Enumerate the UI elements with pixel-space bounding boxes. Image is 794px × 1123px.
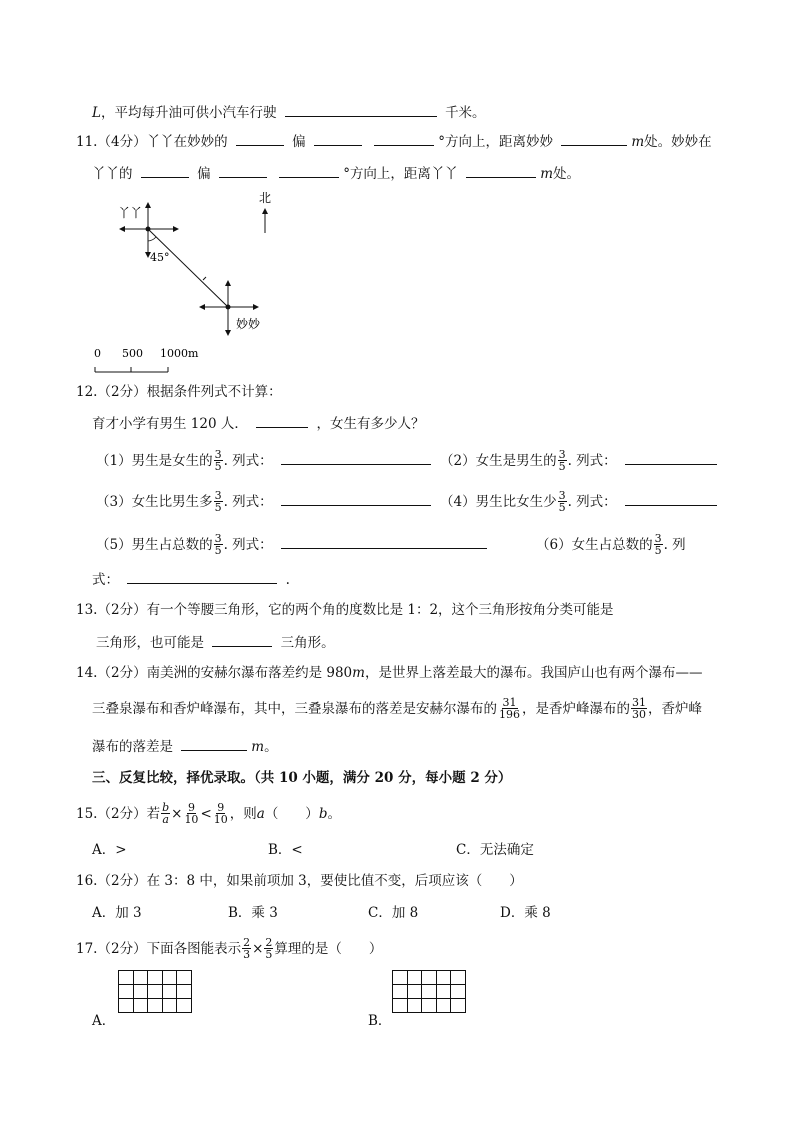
frac-den: 196 xyxy=(499,708,520,721)
frac-num: 31 xyxy=(502,696,517,709)
question-score: （4分） xyxy=(97,134,147,150)
frac-den: 5 xyxy=(214,501,222,514)
answer-paren[interactable]: （ ） xyxy=(264,806,319,822)
q12-condition-tail: ，女生有多少人？ xyxy=(316,416,425,432)
fraction xyxy=(161,802,170,825)
q12-condition: 育才小学有男生 120 人． xyxy=(92,416,248,432)
q17-text: 算理的是（ ） xyxy=(274,941,383,957)
q12-item-2 xyxy=(440,450,721,473)
q12-answer-blank-6[interactable] xyxy=(127,569,277,584)
q12-answer-blank-1[interactable] xyxy=(281,450,431,465)
frac-num: 31 xyxy=(632,696,646,709)
question-number: 17. xyxy=(76,941,98,957)
q11-text: 处。 xyxy=(553,166,581,182)
fraction xyxy=(214,533,223,556)
question-score: （2分） xyxy=(97,602,147,618)
frac-den: 10 xyxy=(184,813,199,826)
q11-unit: m xyxy=(540,166,554,182)
q16-option-b[interactable]: B．乘 3 xyxy=(228,905,278,921)
q12-item-label: （3）女生比男生多 xyxy=(96,494,213,510)
q11-blank-direction-3[interactable] xyxy=(141,163,189,178)
q12-item-tail: . 列 xyxy=(663,537,686,553)
q11-text: 偏 xyxy=(197,166,211,182)
var-a: a xyxy=(256,806,265,822)
q13-text: 有一个等腰三角形，它的两个角的度数比是 1：2，这个三角形按角分类可能是 xyxy=(146,602,614,618)
q12-item-label: （1）男生是女生的 xyxy=(96,453,213,469)
q12-answer-blank-5[interactable] xyxy=(281,534,487,549)
q11-text: °方向上，距离丫丫 xyxy=(343,166,458,182)
times-sign: × xyxy=(252,941,264,957)
fraction xyxy=(654,533,663,556)
q16-text: 在 3：8 中，如果前项加 3，要使比值不变，后项应该（ ） xyxy=(146,873,523,889)
q17-text: 下面各图能表示 xyxy=(146,941,242,957)
question-number: 13. xyxy=(76,602,98,618)
frac-num: 3 xyxy=(214,489,222,502)
q11-blank-direction-4[interactable] xyxy=(219,163,267,178)
q12-item-tail: . 列式： xyxy=(567,494,617,510)
q11-blank-direction-1[interactable] xyxy=(236,131,284,146)
fraction xyxy=(214,449,223,472)
q12-cont: 式： xyxy=(92,572,119,588)
q11-blank-distance-1[interactable] xyxy=(561,131,627,146)
question-score: （2分） xyxy=(97,941,147,957)
fraction xyxy=(183,802,199,825)
less-than-sign: < xyxy=(200,806,212,822)
frac-num: 3 xyxy=(558,448,566,461)
q17-option-b-label[interactable]: B． xyxy=(368,1013,392,1029)
question-number: 14. xyxy=(76,665,98,681)
question-number: 15. xyxy=(76,806,98,822)
q12-title-line xyxy=(76,382,282,402)
q14-text: 三叠泉瀑布和香炉峰瀑布，其中，三叠泉瀑布的落差是安赫尔瀑布的 xyxy=(92,701,497,717)
frac-den: 5 xyxy=(558,460,566,473)
fraction xyxy=(558,449,567,472)
q17-line xyxy=(76,938,382,961)
q12-item-1 xyxy=(96,450,435,473)
q15-option-c[interactable]: C．无法确定 xyxy=(456,842,534,858)
q12-title: 根据条件列式不计算： xyxy=(146,384,282,400)
q11-text: 偏 xyxy=(292,134,306,150)
scale-bar xyxy=(94,366,174,374)
q12-item-tail: . 列式： xyxy=(567,453,617,469)
q13-line-1 xyxy=(76,600,614,620)
fraction xyxy=(498,697,521,720)
frac-den: 3 xyxy=(243,948,251,961)
scale-label-500: 500 xyxy=(122,347,143,360)
miaomiao-label: 妙妙 xyxy=(236,317,261,331)
q14-text: ，是香炉峰瀑布的 xyxy=(522,701,630,717)
q15-option-b[interactable]: B．< xyxy=(268,842,303,858)
q14-line-1 xyxy=(76,663,702,683)
q14-text: 瀑布的落差是 xyxy=(92,739,173,755)
q17-option-a-grid[interactable] xyxy=(118,970,192,1013)
direction-diagram xyxy=(80,185,300,365)
q13-text: 三角形，也可能是 xyxy=(96,635,204,651)
q12-item-label: （2）女生是男生的 xyxy=(440,453,557,469)
q11-text: 处。妙妙在 xyxy=(644,134,712,150)
q10-answer-blank[interactable] xyxy=(285,102,437,117)
q11-line-2 xyxy=(92,163,580,184)
q11-text: °方向上，距离妙妙 xyxy=(438,134,554,150)
frac-num: 3 xyxy=(558,489,566,502)
q16-line xyxy=(76,871,523,891)
q14-unit: m xyxy=(352,665,365,681)
q15-text: 若 xyxy=(146,806,161,822)
q17-option-a-label[interactable]: A． xyxy=(92,1013,116,1029)
q13-line-2 xyxy=(92,632,335,653)
q15-text: 。 xyxy=(327,806,341,822)
q12-item-3 xyxy=(96,491,435,514)
q10-tail-text: ，平均每升油可供小汽车行驶 xyxy=(100,105,277,121)
question-score: （2分） xyxy=(97,806,147,822)
q13-text: 三角形。 xyxy=(280,635,335,651)
q12-item-6-cont xyxy=(92,569,290,590)
var-b: b xyxy=(318,806,328,822)
q14-line-2 xyxy=(92,698,702,721)
tick-mark xyxy=(203,277,206,280)
q10-unit: 千米。 xyxy=(445,105,486,121)
question-number: 11. xyxy=(76,134,98,150)
scale-label-0: 0 xyxy=(94,347,101,360)
frac-den: 30 xyxy=(632,708,646,721)
question-score: （2分） xyxy=(97,384,147,400)
frac-num: 9 xyxy=(187,801,195,814)
miaomiao-point xyxy=(226,305,231,310)
q13-answer-blank[interactable] xyxy=(212,632,272,647)
question-score: （2分） xyxy=(97,665,147,681)
q14-unit: m xyxy=(251,739,265,755)
scale-label-1000m: 1000m xyxy=(160,347,199,360)
q14-line-3 xyxy=(92,736,278,757)
q12-answer-blank-3[interactable] xyxy=(281,491,431,506)
question-score: （2分） xyxy=(97,873,147,889)
q15-text: ，则 xyxy=(229,806,257,822)
fraction xyxy=(558,490,567,513)
yaya-label: 丫丫 xyxy=(118,206,143,220)
frac-den: 5 xyxy=(654,544,662,557)
frac-den: 5 xyxy=(265,948,273,961)
q14-text: 南美洲的安赫尔瀑布落差约是 980 xyxy=(146,665,353,681)
q12-item-tail: . 列式： xyxy=(223,494,273,510)
q12-answer-blank-4[interactable] xyxy=(625,491,717,506)
frac-den: 5 xyxy=(214,544,222,557)
q11-text: 丫丫的 xyxy=(92,166,133,182)
angle-arc xyxy=(148,237,156,241)
connect-line xyxy=(148,229,228,307)
q11-blank-direction-2[interactable] xyxy=(314,131,362,146)
q16-option-a[interactable]: A．加 3 xyxy=(92,905,142,921)
question-number: 12. xyxy=(76,384,98,400)
q12-item-tail: . 列式： xyxy=(223,537,273,553)
frac-den: 5 xyxy=(558,501,566,514)
question-number: 16. xyxy=(76,873,98,889)
q12-end: . xyxy=(285,572,290,588)
q12-item-4 xyxy=(440,491,721,514)
q15-line xyxy=(76,803,341,826)
frac-num: 3 xyxy=(214,448,222,461)
north-label: 北 xyxy=(259,191,272,205)
q12-condition-line xyxy=(92,413,424,434)
frac-num: 2 xyxy=(265,936,273,949)
q10-tail-line xyxy=(92,102,486,123)
frac-num: 3 xyxy=(654,532,662,545)
fraction xyxy=(213,802,229,825)
frac-num: b xyxy=(162,801,170,814)
frac-num: 3 xyxy=(214,532,222,545)
q11-blank-angle-1[interactable] xyxy=(374,131,434,146)
fraction xyxy=(242,937,251,960)
q16-option-d[interactable]: D．乘 8 xyxy=(500,905,551,921)
frac-num: 2 xyxy=(243,936,251,949)
q12-item-label: （5）男生占总数的 xyxy=(96,537,213,553)
frac-num: 9 xyxy=(217,801,225,814)
frac-den: a xyxy=(162,813,169,826)
q14-text: ，香炉峰 xyxy=(648,701,702,717)
angle-label: 45° xyxy=(150,251,170,264)
frac-den: 5 xyxy=(214,460,222,473)
q15-option-a[interactable]: A．> xyxy=(92,842,127,858)
q17-option-b-grid[interactable] xyxy=(392,970,466,1013)
q14-text: 。 xyxy=(264,739,278,755)
unit-l: L xyxy=(92,105,101,121)
q12-item-6 xyxy=(536,534,686,557)
times-sign: × xyxy=(171,806,183,822)
frac-den: 10 xyxy=(213,813,228,826)
fraction xyxy=(264,937,273,960)
q14-answer-blank[interactable] xyxy=(181,736,247,751)
q11-blank-distance-2[interactable] xyxy=(466,163,536,178)
q12-item-tail: . 列式： xyxy=(223,453,273,469)
q11-unit: m xyxy=(631,134,645,150)
q12-condition-blank[interactable] xyxy=(256,413,308,428)
fraction xyxy=(214,490,223,513)
q12-answer-blank-2[interactable] xyxy=(625,450,717,465)
section-3-title: 三、反复比较，择优录取。（共 10 小题，满分 20 分，每小题 2 分） xyxy=(92,770,512,786)
q11-text: 丫丫在妙妙的 xyxy=(146,134,228,150)
q14-text: ，是世界上落差最大的瀑布。我国庐山也有两个瀑布—— xyxy=(364,665,703,681)
q12-item-label: （4）男生比女生少 xyxy=(440,494,557,510)
fraction xyxy=(631,697,647,720)
q12-item-5 xyxy=(96,534,491,557)
q16-option-c[interactable]: C．加 8 xyxy=(368,905,419,921)
q12-item-label: （6）女生占总数的 xyxy=(536,537,653,553)
q11-blank-angle-2[interactable] xyxy=(279,163,339,178)
q11-line-1 xyxy=(76,131,712,152)
